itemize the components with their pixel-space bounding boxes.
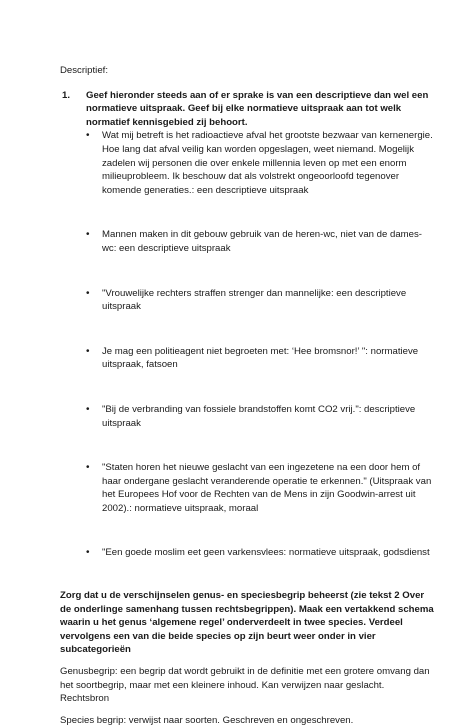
body-paragraph: Species begrip: verwijst naar soorten. Geschreven en ongeschreven. bbox=[60, 714, 354, 726]
list-item bbox=[86, 403, 434, 430]
list-item-text: "Bij de verbranding van fossiele brandstoffen komt CO2 vrij.": descriptieve uitspraak bbox=[102, 403, 416, 429]
spacer bbox=[86, 197, 434, 228]
list-item bbox=[86, 546, 434, 560]
bullet-icon: • bbox=[86, 345, 90, 357]
list-item-text: "Een goede moslim eet geen varkensvlees: normatieve uitspraak, godsdienst bbox=[102, 547, 430, 559]
bullet-icon: • bbox=[86, 130, 90, 142]
answer-list bbox=[60, 129, 434, 560]
list-item-text: Je mag een politieagent niet begroeten met: ‘Hee bromsnor!’ ": normatieve uitspraak, fatsoen bbox=[102, 345, 419, 371]
question-text: Geef hieronder steeds aan of er sprake is van een descriptieve dan wel een normatieve uitspraak. Geef bij elke normatieve uitspraak aan tot welk normatief kennisgebied zij behoort. bbox=[86, 89, 429, 128]
list-item-text: "Vrouwelijke rechters straffen strenger dan mannelijke: een descriptieve uitspraak bbox=[102, 287, 407, 313]
list-item bbox=[86, 129, 434, 197]
question-item bbox=[60, 89, 434, 130]
spacer bbox=[86, 372, 434, 403]
list-item-text: "Staten horen het nieuwe geslacht van een ingezetene na een door hem of haar ondergane geslacht veranderende operatie te erkennen." (Uitspraak van het Europees Hof voor de Rechten van de Mens in zijn Goodwin-arrest uit 2002).: normatieve uitspraak, moraal bbox=[102, 462, 432, 514]
list-item bbox=[86, 228, 434, 255]
bullet-icon: • bbox=[86, 403, 90, 415]
question-number: 1. bbox=[62, 89, 71, 101]
spacer bbox=[86, 314, 434, 345]
spacer bbox=[86, 515, 434, 546]
list-item-text: Wat mij betreft is het radioactieve afval het grootste bezwaar van kernenergie. Hoe lang dat afval veilig kan worden opgeslagen, weet niemand. Mogelijk zadelen wij personen die over enkele millennia leven op met een enorm milieuprobleem. Ik beschouw dat als volstrekt ongeoorloofd tegenover komende generaties.: een descriptieve uitspraak bbox=[102, 130, 433, 196]
spacer bbox=[86, 430, 434, 461]
list-item bbox=[86, 287, 434, 314]
bullet-icon: • bbox=[86, 287, 90, 299]
spacer bbox=[86, 256, 434, 287]
bullet-icon: • bbox=[86, 547, 90, 559]
bullet-icon: • bbox=[86, 462, 90, 474]
list-item-text: Mannen maken in dit gebouw gebruik van de heren-wc, niet van de dames-wc: een descriptieve uitspraak bbox=[102, 229, 422, 254]
list-item bbox=[86, 345, 434, 372]
bullet-icon: • bbox=[86, 229, 90, 241]
bold-instruction-paragraph: Zorg dat u de verschijnselen genus- en speciesbegrip beheerst (zie tekst 2 Over de onderlinge samenhang tussen rechtsbegrippen). Maak een vertakkend schema waarin u het genus ‘algemene regel’ onderverdeelt in twee species. Verdeel vervolgens een van die beide species op zijn beurt weer onder in vier subcategorieën bbox=[60, 590, 434, 656]
section-heading: Descriptief: bbox=[60, 65, 108, 76]
body-paragraph: Genusbegrip: een begrip dat wordt gebruikt in de definitie met een grotere omvang dan het soortbegrip, maar met een kleinere inhoud. Kan verwijzen naar geslacht. Rechtsbron bbox=[60, 666, 430, 705]
list-item bbox=[86, 461, 434, 515]
